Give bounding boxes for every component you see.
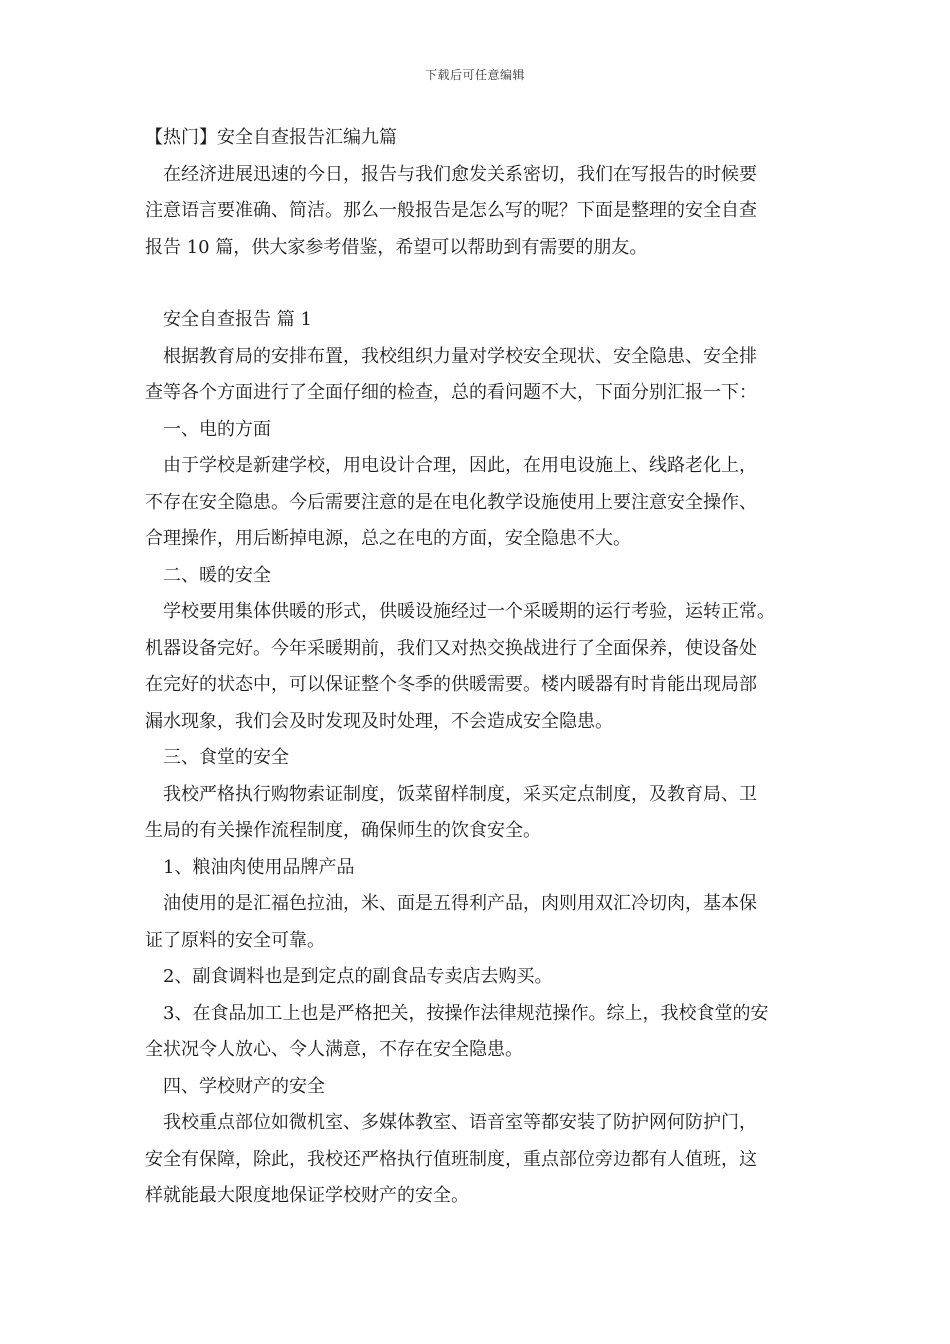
paragraph-line: 根据教育局的安排布置，我校组织力量对学校安全现状、安全隐患、安全排 xyxy=(163,345,757,367)
paragraph-line: 漏水现象，我们会及时发现及时处理，不会造成安全隐患。 xyxy=(145,710,613,732)
intro-line: 在经济进展迅速的今日，报告与我们愈发关系密切，我们在写报告的时候要 xyxy=(163,163,757,185)
paragraph-line: 合理操作，用后断掉电源，总之在电的方面，安全隐患不大。 xyxy=(145,528,631,549)
intro-line: 注意语言要准确、简洁。那么一般报告是怎么写的呢？下面是整理的安全自查 xyxy=(145,200,757,221)
paragraph-line: 证了原料的安全可靠。 xyxy=(145,929,325,951)
subheading: 三、食堂的安全 xyxy=(163,747,289,768)
section-title: 安全自查报告 篇 1 xyxy=(163,309,312,330)
paragraph-line: 3、在食品加工上也是严格把关，按操作法律规范操作。综上，我校食堂的安 xyxy=(163,1002,769,1024)
subheading: 1、粮油肉使用品牌产品 xyxy=(163,856,355,878)
document-body xyxy=(145,120,813,1215)
paragraph-line: 我校严格执行购物索证制度，饭菜留样制度，采买定点制度，及教育局、卫 xyxy=(163,783,757,805)
intro-line: 报告 10 篇，供大家参考借鉴，希望可以帮助到有需要的朋友。 xyxy=(145,236,648,258)
paragraph-line: 安全有保障，除此，我校还严格执行值班制度，重点部位旁边都有人值班，这 xyxy=(145,1148,757,1170)
paragraph-line: 生局的有关操作流程制度，确保师生的饮食安全。 xyxy=(145,820,541,841)
paragraph-line: 由于学校是新建学校，用电设计合理，因此，在用电设施上、线路老化上， xyxy=(163,455,757,476)
paragraph-line: 不存在安全隐患。今后需要注意的是在电化教学设施使用上要注意安全操作、 xyxy=(145,491,757,513)
paragraph-line: 油使用的是汇福色拉油，米、面是五得利产品，肉则用双汇冷切肉，基本保 xyxy=(163,893,757,914)
paragraph-line: 机器设备完好。今年采暖期前，我们又对热交换战进行了全面保养，使设备处 xyxy=(145,637,757,659)
paragraph-line: 样就能最大限度地保证学校财产的安全。 xyxy=(145,1185,469,1206)
paragraph-line: 2、副食调料也是到定点的副食品专卖店去购买。 xyxy=(163,966,553,987)
subheading: 四、学校财产的安全 xyxy=(163,1075,325,1097)
subheading: 一、电的方面 xyxy=(163,418,271,440)
document-title: 【热门】安全自查报告汇编九篇 xyxy=(145,127,397,148)
blank-line xyxy=(145,266,813,302)
subheading: 二、暖的安全 xyxy=(163,564,271,586)
paragraph-line: 我校重点部位如微机室、多媒体教室、语音室等都安装了防护网何防护门， xyxy=(163,1112,757,1133)
paragraph-line: 查等各个方面进行了全面仔细的检查，总的看问题不大，下面分别汇报一下： xyxy=(145,382,757,403)
paragraph-line: 全状况令人放心、令人满意，不存在安全隐患。 xyxy=(145,1039,523,1060)
page-header-note: 下载后可任意编辑 xyxy=(424,68,525,82)
paragraph-line: 学校要用集体供暖的形式，供暖设施经过一个采暖期的运行考验，运转正常。 xyxy=(163,601,775,622)
paragraph-line: 在完好的状态中，可以保证整个冬季的供暖需要。楼内暖器有时肯能出现局部 xyxy=(145,674,757,695)
